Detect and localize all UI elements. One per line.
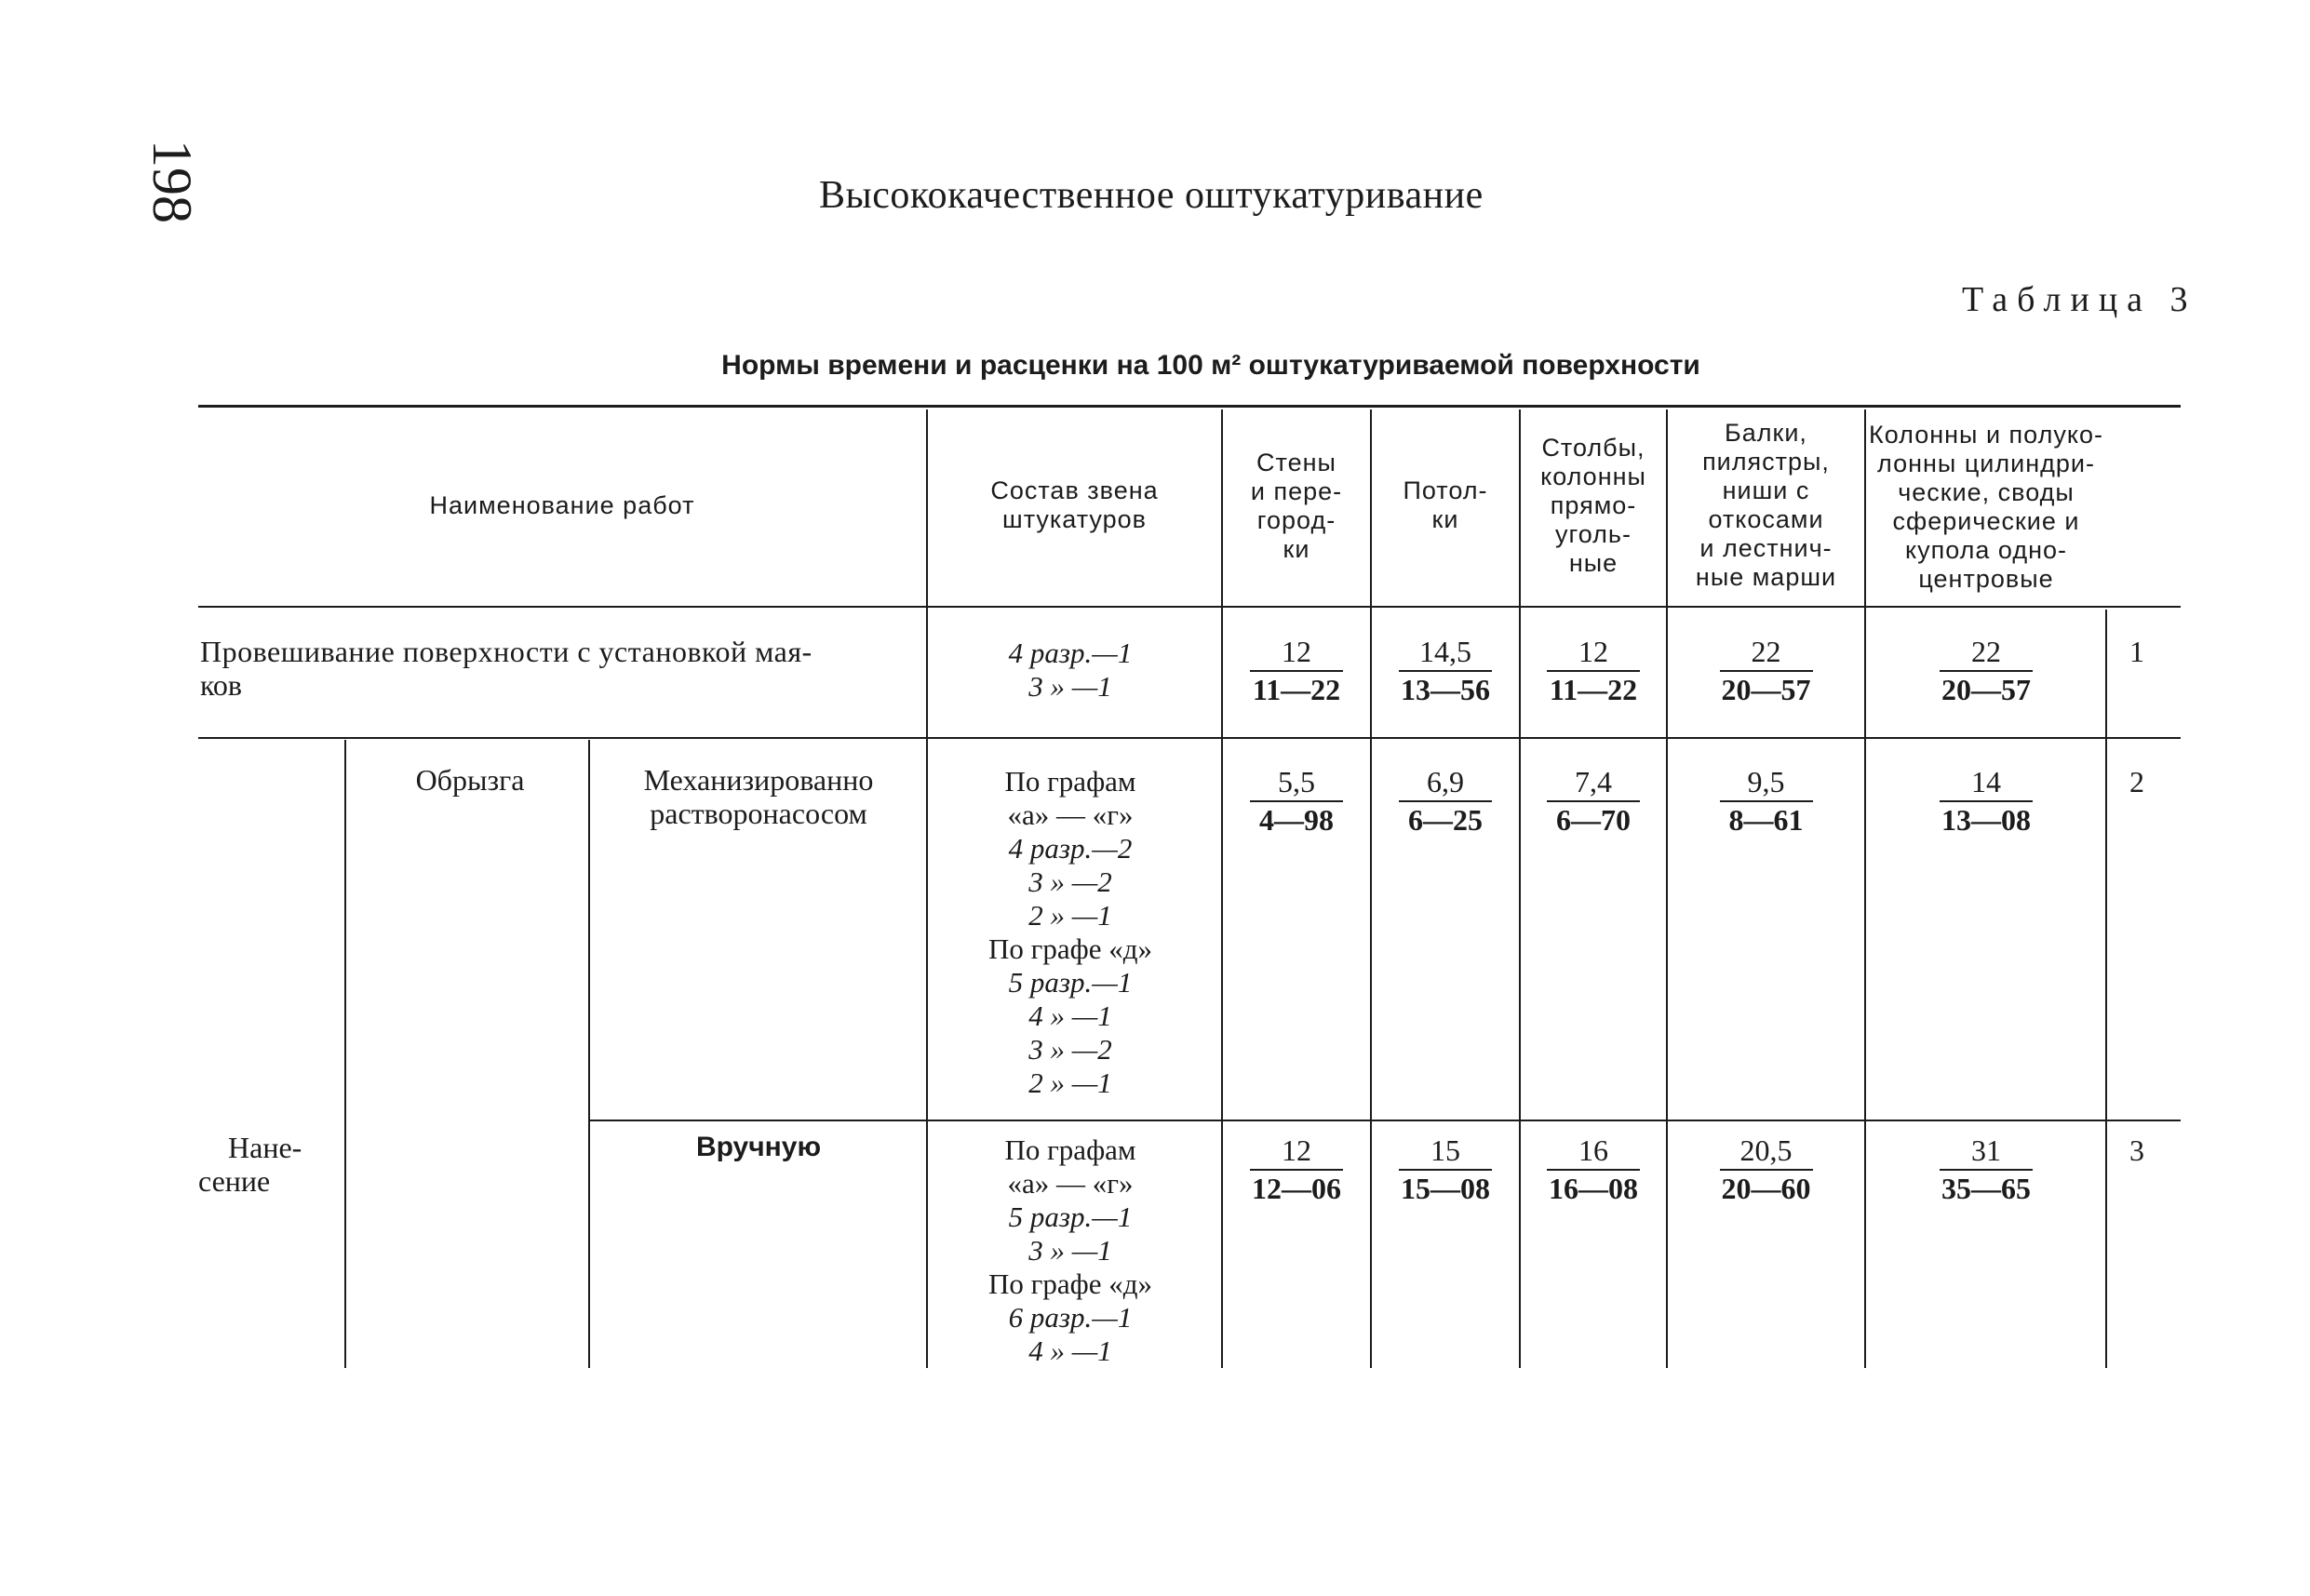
header-ceilings-line: Потол-	[1403, 476, 1488, 504]
crew-line: 3 » —1	[1028, 1234, 1112, 1267]
crew-line: По графам	[1004, 765, 1136, 798]
group-label	[198, 1131, 338, 1198]
row1-work-name-line: ков	[200, 668, 243, 702]
crew-line: «а» — «г»	[1007, 798, 1134, 831]
header-work-name: Наименование работ	[429, 491, 695, 519]
header-beams	[1668, 419, 1864, 592]
crew-line: 5 разр.—1	[1008, 1200, 1133, 1233]
norm-time: 14	[1971, 765, 2001, 798]
col-rule-rowno	[2105, 610, 2107, 1368]
header-crew-line: Состав звена	[990, 476, 1159, 504]
crew-line: 5 разр.—1	[1008, 966, 1133, 999]
rate: 6—25	[1408, 803, 1483, 837]
header-ceilings-line: ки	[1431, 505, 1459, 533]
row1-work-name	[200, 635, 921, 702]
header-pillars-line: Столбы,	[1541, 434, 1645, 462]
norm-time: 12	[1282, 635, 1311, 668]
row2-pillars-value	[1521, 765, 1666, 838]
rate: 20—57	[1941, 673, 2031, 706]
row1-number: 1	[2129, 635, 2144, 668]
row3-walls-value	[1223, 1133, 1370, 1206]
rate: 35—65	[1941, 1172, 2031, 1205]
rate: 20—57	[1721, 673, 1811, 706]
header-columns	[1866, 421, 2106, 594]
norm-time: 14,5	[1419, 635, 1471, 668]
crew-line: По графе «д»	[988, 1267, 1152, 1300]
table-title: Нормы времени и расценки на 100 м² оштукатуриваемой поверхности	[721, 350, 1700, 381]
row3-number: 3	[2129, 1133, 2144, 1167]
crew-line: «а» — «г»	[1007, 1167, 1134, 1200]
header-walls-line: ки	[1283, 535, 1310, 563]
header-pillars-line: колонны	[1540, 463, 1646, 490]
row2-crew	[931, 765, 1210, 1100]
row2-beams-value	[1668, 765, 1864, 838]
col-rule-subgroup	[588, 740, 590, 1368]
row2-subgroup: Обрызга	[415, 763, 525, 797]
col-rule-ceilings	[1370, 409, 1372, 1368]
row3-pillars-value	[1521, 1133, 1666, 1206]
row2-columns-value	[1866, 765, 2106, 838]
header-walls-line: и пере-	[1250, 477, 1343, 505]
header-crew	[928, 476, 1221, 534]
header-beams-line: откосами	[1708, 505, 1824, 533]
crew-line: 4 разр.—2	[1008, 832, 1133, 865]
group-label-line: сение	[198, 1164, 271, 1198]
page-number: 198	[141, 140, 203, 223]
row3-columns-value	[1866, 1133, 2106, 1206]
crew-line: 2 » —1	[1028, 1066, 1112, 1099]
rate: 16—08	[1549, 1172, 1638, 1205]
rate: 15—08	[1401, 1172, 1490, 1205]
row1-walls-value	[1223, 635, 1370, 707]
method-line: Механизированно	[643, 763, 874, 797]
norm-time: 22	[1751, 635, 1781, 668]
crew-line: 4 разр.—1	[1008, 637, 1133, 669]
header-columns-line: ческие, своды	[1898, 478, 2075, 506]
norm-time: 16	[1578, 1133, 1608, 1167]
rate: 11—22	[1549, 673, 1638, 706]
crew-line: По графе «д»	[988, 932, 1152, 965]
running-head: Высококачественное оштукатуривание	[819, 174, 1484, 217]
crew-line: 3 » —2	[1028, 1033, 1112, 1066]
row2-bottom-rule	[588, 1120, 2181, 1121]
norm-time: 9,5	[1747, 765, 1785, 798]
norm-time: 12	[1578, 635, 1608, 668]
row1-beams-value	[1668, 635, 1864, 707]
row3-beams-value	[1668, 1133, 1864, 1206]
header-beams-line: Балки,	[1725, 419, 1807, 447]
header-pillars-line: ные	[1568, 549, 1618, 577]
norm-time: 12	[1282, 1133, 1311, 1167]
rate: 4—98	[1259, 803, 1334, 837]
rate: 12—06	[1252, 1172, 1341, 1205]
row2-number: 2	[2129, 765, 2144, 798]
header-columns-line: лонны цилиндри-	[1877, 449, 2095, 477]
col-rule-crew	[926, 409, 928, 1368]
header-walls	[1223, 449, 1370, 564]
row1-bottom-rule	[198, 737, 2181, 739]
crew-line: 3 » —1	[1028, 670, 1112, 703]
header-beams-line: ные марши	[1695, 563, 1837, 591]
header-columns-line: сферические и	[1892, 507, 2080, 535]
header-columns-line: купола одно-	[1904, 536, 2068, 564]
crew-line: 6 разр.—1	[1008, 1301, 1133, 1334]
row3-ceilings-value	[1372, 1133, 1519, 1206]
header-ceilings	[1372, 476, 1519, 534]
rate: 13—08	[1941, 803, 2031, 837]
row3-method: Вручную	[695, 1132, 822, 1162]
row1-columns-value	[1866, 635, 2106, 707]
header-columns-line: центровые	[1918, 565, 2054, 593]
crew-line: По графам	[1004, 1133, 1136, 1166]
row2-ceilings-value	[1372, 765, 1519, 838]
row3-crew	[931, 1133, 1210, 1368]
header-pillars-line: прямо-	[1550, 491, 1637, 519]
row1-work-name-line: Провешивание поверхности с установкой мая-	[200, 635, 813, 668]
norm-time: 20,5	[1739, 1133, 1793, 1167]
rate: 13—56	[1401, 673, 1490, 706]
header-walls-line: город-	[1256, 506, 1336, 534]
norm-time: 6,9	[1427, 765, 1464, 798]
table-top-rule	[198, 405, 2181, 408]
col-rule-group	[344, 740, 346, 1368]
norm-time: 5,5	[1278, 765, 1315, 798]
norm-time: 15	[1430, 1133, 1460, 1167]
row1-crew	[931, 637, 1210, 704]
row2-method	[596, 763, 921, 830]
rate: 20—60	[1721, 1172, 1811, 1205]
crew-line: 4 » —1	[1028, 999, 1112, 1032]
rate: 8—61	[1728, 803, 1804, 837]
header-beams-line: и лестнич-	[1699, 534, 1833, 562]
header-walls-line: Стены	[1256, 449, 1336, 476]
header-columns-line: Колонны и полуко-	[1869, 421, 2103, 449]
row1-ceilings-value	[1372, 635, 1519, 707]
norm-time: 7,4	[1575, 765, 1612, 798]
rate: 6—70	[1556, 803, 1631, 837]
crew-line: 2 » —1	[1028, 899, 1112, 932]
method-line: растворонасосом	[650, 797, 867, 830]
row1-pillars-value	[1521, 635, 1666, 707]
group-label-line: Нане-	[228, 1131, 302, 1164]
header-bottom-rule	[198, 606, 2181, 608]
crew-line: 3 » —2	[1028, 865, 1112, 898]
crew-line: 4 » —1	[1028, 1334, 1112, 1367]
header-crew-line: штукатуров	[1002, 505, 1147, 533]
header-beams-line: ниши с	[1722, 476, 1810, 504]
header-pillars	[1521, 434, 1666, 578]
rate: 11—22	[1252, 673, 1341, 706]
norm-time: 31	[1971, 1133, 2001, 1167]
header-pillars-line: уголь-	[1555, 520, 1632, 548]
row2-walls-value	[1223, 765, 1370, 838]
table-label: Таблица 3	[1962, 280, 2197, 319]
norm-time: 22	[1971, 635, 2001, 668]
header-beams-line: пилястры,	[1702, 448, 1830, 476]
